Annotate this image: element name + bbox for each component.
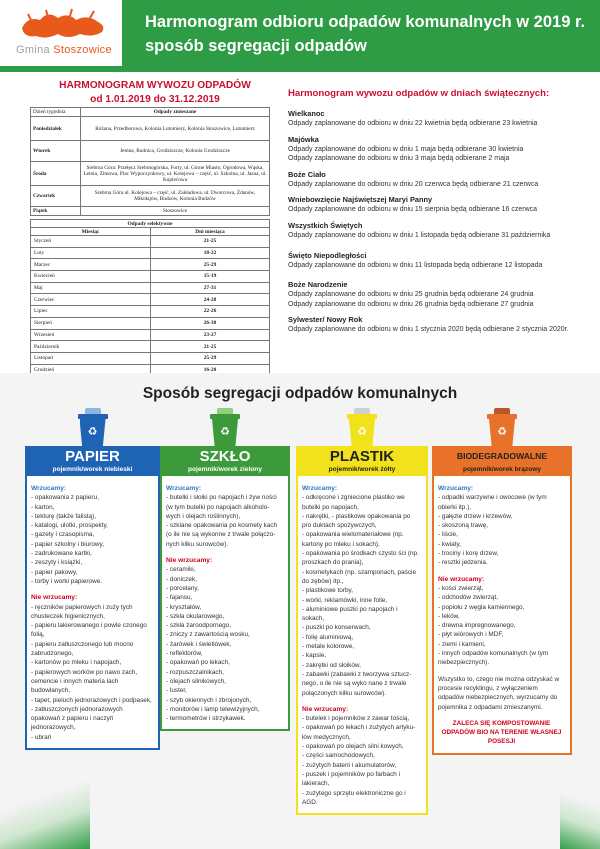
list-item: - szklane opakowania po kosmety kach (o ile nie są wykonne z trwale połączo- nych kilku surowców). — [166, 522, 278, 548]
list-item: - opakowań po olejach silni kowych, — [302, 743, 404, 751]
rejected-label: Nie wrzucamy: — [438, 575, 485, 583]
rejected-label: Nie wrzucamy: — [31, 594, 78, 602]
list-item: - zadrukowane kartki, — [31, 550, 92, 558]
list-item: - leków, — [438, 612, 460, 620]
table-row: Maj 27-31 — [31, 282, 270, 294]
title-line-1: Harmonogram odbioru odpadów komunalnych w 2019 r. — [145, 13, 586, 31]
list-item: - reflektorów, — [166, 650, 203, 658]
list-item: - ubrań — [31, 733, 52, 741]
list-item: - gazety i czasopisma, — [31, 531, 95, 539]
list-item: - odchodów zwierząt, — [438, 594, 499, 602]
list-item: - puszek i pojemników po farbach i lakierach, — [302, 770, 401, 788]
list-item: - żarówek i świetlówek, — [166, 640, 232, 648]
list-item: - szkła żaroodpornego, — [166, 622, 232, 630]
list-item: - doniczek, — [166, 575, 197, 583]
extra-note: Wszystko to, czego nie można odzyskać w procesie recyklingu, z wyłączeniem odpadów niebezpiecznych, wyrzucamy do pojemnika z odpadami zmieszanymi. — [438, 675, 560, 711]
holiday-text: Odpady zaplanowane do odbioru w dniu 22 kwietnia będą odbierane 23 kwietnia — [288, 120, 538, 127]
list-item: - ceramiki, — [166, 566, 196, 574]
list-item: - płyt wiórowych i MDF, — [438, 631, 504, 639]
accepted-label: Wrzucamy: — [302, 485, 338, 492]
list-item: - papieru lakierowanego i powle czonego folią, — [31, 622, 147, 639]
holiday-text: Odpady zaplanowane do odbioru w dniu 15 sierpnia będą odbierane 16 czerwca — [288, 206, 538, 214]
list-item: - zużytych baterii i akumulatorów, — [302, 761, 397, 769]
list-item: - opakowań po lekach i zużytych artyku- łów medycznych, — [302, 724, 416, 741]
list-item: - porcelany, — [166, 584, 199, 592]
logo-map-icon — [18, 8, 108, 42]
holiday-name: Wielkanoc — [288, 109, 325, 118]
list-item: - skoszoną trawę, — [438, 522, 489, 530]
list-item: - tekturę (także falistą), — [31, 512, 96, 520]
compost-note: ZALECA SIĘ KOMPOSTOWANIE ODPADÓW BIO NA TERENIE WŁASNEJ POSESJI — [441, 719, 562, 746]
list-item: - kości zwierząt, — [438, 584, 484, 592]
table-row: Czwartek Srebrna Góra ul. Kolejowa – część, ul. Zakładowa, ul. Dworcowa, Żdanów, Mikołajów, Budzów, Kolonia Budzów — [31, 186, 270, 207]
table-row: Piątek Stoszowice — [31, 207, 270, 216]
holiday-name: Wszystkich Świętych — [288, 220, 363, 230]
holiday-text: Odpady zaplanowane do odbioru w dniu 1 listopada będą odbierane 31 października — [288, 231, 551, 239]
table-row: Grudzień 16-20 — [31, 364, 270, 376]
list-item: - zakrętki od słoików, — [302, 661, 361, 669]
list-item: - innych odpadów komunalnych (w tym niebezpiecznych). — [438, 650, 549, 667]
holiday-text: Odpady zaplanowane do odbioru w dniu 11 listopada będą odbierane 12 listopada — [288, 261, 543, 269]
list-item: - metale kolorowe, — [302, 643, 355, 651]
papier-list — [25, 476, 160, 750]
list-item: - drewna impregnowanego, — [438, 622, 516, 630]
list-item: - zatłuszczonych jednorazowych opakowań z papieru i naczyń jednorazowych, — [31, 705, 123, 732]
list-item: - ziemi i kamieni, — [438, 640, 486, 648]
list-item: - szyb okiennych i zbrojonych, — [166, 696, 252, 704]
holiday-text: Odpady zaplanowane do odbioru w dniu 25 grudnia będą odbierane 24 grudnia Odpady zaplanowane do odbioru w dniu 26 grudnia będą odbierane 27 grudnia — [288, 291, 534, 308]
list-item: - ręczników papierowych i zuży tych chusteczek higienicznych, — [31, 603, 133, 620]
holiday-schedule — [288, 88, 588, 341]
holiday-item — [288, 280, 588, 309]
list-item: - butelek i pojemników z zawar tością, — [302, 715, 410, 723]
list-item: - papierowych worków po nawo zach, cemencie i innych materia łach budowlanych, — [31, 668, 138, 695]
list-item: - plastikowe torby, — [302, 587, 354, 595]
holiday-name: Święto Niepodległości — [288, 250, 367, 260]
list-item: - trociny i korę drzew, — [438, 550, 499, 558]
table-row: Marzec 25-29 — [31, 259, 270, 271]
list-item: - zużytego sprzętu elektroniczne go i AGD. — [302, 789, 406, 806]
plastik-list — [296, 476, 428, 815]
mixed-waste-table — [30, 107, 270, 216]
list-item: - papier pakowy, — [31, 568, 78, 576]
logo-text: Gmina Stoszowice — [16, 44, 112, 56]
list-item: - opakowania po środkach czysto ści (np. proszkach do prania), — [302, 550, 419, 567]
list-item: - kryształów, — [166, 603, 202, 611]
bio-list — [432, 476, 572, 755]
table-row: Luty 18-22 — [31, 247, 270, 259]
list-item: - opakowania wielomateriałowe (np. kartony po mleku i sokach), — [302, 531, 404, 548]
decorative-corner — [0, 780, 90, 849]
table-row: Środa Srebrna Góra: Przełęcz Srebrnogórska, Forty, ul. Górne Miasto, Ogrodowa, Wąska, Letnia, Zimowa, Plac Wypoczynkowy, ul. Kolejowa – część, ul. Szkolna, ul. Jasna, ul. Kupiećowa — [31, 162, 270, 186]
column-plastik — [296, 446, 428, 815]
table-row: Wtorek Jemna, Rudnica, Grodziszcze, Kolonia Grodziszcze — [31, 141, 270, 162]
list-item: - odkręcone i zgniecione plastiko we butelki po napojach, — [302, 494, 405, 511]
bio-bin-icon: ♻ — [487, 408, 517, 446]
szklo-list — [160, 476, 290, 731]
bio-header: BIODEGRADOWALNE pojemnik/worek brązowy — [432, 446, 572, 476]
table-row: Październik 21-25 — [31, 341, 270, 353]
list-item: - opakowania z papieru, — [31, 494, 99, 502]
list-item: - kosmetykach (np. szamponach, paście do zębów) itp., — [302, 568, 417, 585]
holiday-list — [288, 109, 588, 335]
list-item: - worki, reklamówki, inne folie, — [302, 596, 388, 604]
holiday-name: Boże Narodzenie — [288, 280, 348, 290]
szklo-header: SZKŁO pojemnik/worek zielony — [160, 446, 290, 476]
list-item: - zeszyty i książki, — [31, 559, 83, 567]
list-item: - liście, — [438, 531, 458, 539]
holiday-name: Boże Ciało — [288, 169, 326, 179]
page-title — [145, 10, 595, 58]
list-item: - kapsle, — [302, 652, 327, 660]
list-item: - części samochodowych, — [302, 752, 375, 760]
accepted-label: Wrzucamy: — [31, 485, 67, 492]
list-item: - rozpuszczalnikach, — [166, 668, 224, 676]
table-row: Wrzesień 23-27 — [31, 329, 270, 341]
table-row: Lipiec 22-26 — [31, 306, 270, 318]
table-header: Dzień tygodnia — [31, 108, 81, 117]
decorative-corner — [560, 780, 600, 849]
holiday-item — [288, 109, 588, 129]
table-row: Poniedziałek Różana, Przedborowa, Kolonia Lutomierz, Kolonia Stoszowice, Lutomierz — [31, 117, 270, 141]
holiday-item — [288, 170, 588, 190]
list-item: - torby i worki papierowe. — [31, 577, 103, 585]
holiday-item — [288, 315, 588, 335]
accepted-label: Wrzucamy: — [438, 485, 474, 492]
list-item: - puszki po konserwach, — [302, 624, 371, 632]
list-item: - katalogi, ulotki, prospekty, — [31, 522, 108, 530]
list-item: - zabawki (zabawki z tworzywa sztucz- nego, o ile nie są wyko nane z trwale połączonych kilku surowców). — [302, 670, 412, 697]
list-item: - monitorów i lamp telewizyjnych, — [166, 705, 260, 713]
column-szklo — [160, 446, 290, 731]
list-item: - kwiaty, — [438, 540, 461, 548]
segregation-title: Sposób segregacji odpadów komunalnych — [142, 385, 458, 402]
table-row: Styczeń 21-25 — [31, 236, 270, 248]
holiday-item — [288, 221, 588, 241]
holiday-item — [288, 251, 588, 271]
accepted-label: Wrzucamy: — [166, 485, 202, 492]
table-header: Odpady zmieszane — [81, 108, 270, 117]
list-item: - resztki jedzenia. — [438, 559, 488, 567]
rejected-label: Nie wrzucamy: — [166, 557, 213, 565]
holiday-title: Harmonogram wywozu odpadów w dniach świątecznych: — [288, 88, 550, 99]
list-item: - fajansu, — [166, 594, 193, 602]
list-item: - karton, — [31, 503, 55, 511]
holiday-item — [288, 135, 588, 164]
list-item: - papier szkolny i biurowy, — [31, 540, 105, 548]
holiday-item — [288, 195, 588, 215]
list-item: - popiołu z węgla kamiennego, — [438, 603, 525, 611]
list-item: - nakrętki, - plastikowe opakowania po pro duktach spożywczych, — [302, 512, 411, 530]
holiday-name: Wniebowzięcie Najświętszej Maryi Panny — [288, 195, 433, 205]
column-bio — [432, 446, 572, 755]
list-item: - odpadki warzywne i owocowe (w tym obierki itp.), — [438, 494, 547, 511]
table-row: Listopad 25-29 — [31, 352, 270, 364]
list-item: - opakowań po lekach, — [166, 659, 230, 667]
holiday-text: Odpady zaplanowane do odbioru w dniu 1 maja będą odbierane 30 kwietnia Odpady zaplanowane do odbioru w dniu 3 maja będą odbierane 2 maja — [288, 145, 524, 163]
holiday-name: Majówka — [288, 134, 319, 144]
list-item: - papieru zatłuszczonego lub mocno zabrudzonego, — [31, 640, 134, 658]
holiday-text: Odpady zaplanowane do odbioru w dniu 1 stycznia 2020 będą odbierane 2 stycznia 2020r. — [288, 326, 569, 334]
table-header: Dni miesiąca — [151, 228, 270, 236]
table-row: Sierpień 26-30 — [31, 317, 270, 329]
rejected-label: Nie wrzucamy: — [302, 705, 349, 713]
title-line-2: sposób segregacji odpadów — [145, 37, 367, 55]
list-item: - termometrów i strzykawek. — [166, 715, 246, 723]
holiday-name: Sylwester/ Nowy Rok — [288, 315, 363, 325]
schedule-title: HARMONOGRAM WYWOZU ODPADÓW od 1.01.2019 do 31.12.2019 — [59, 80, 251, 105]
szklo-bin-icon: ♻ — [210, 408, 240, 446]
logo — [0, 0, 128, 72]
list-item: - tapet, pieluch jednorazowych i podpasek, — [31, 696, 152, 704]
papier-header: PAPIER pojemnik/worek niebieski — [25, 446, 160, 476]
papier-bin-icon: ♻ — [78, 408, 108, 446]
plastik-bin-icon: ♻ — [347, 408, 377, 446]
list-item: - aluminiowe puszki po napojach i sokach, — [302, 605, 398, 623]
column-papier — [25, 446, 160, 750]
list-item: - folię aluminiową, — [302, 633, 354, 641]
list-item: - kartonów po mleku i napojach, — [31, 659, 122, 667]
selective-waste-table — [30, 219, 270, 376]
table-header: Miesiąc — [31, 228, 151, 236]
list-item: - luster, — [166, 687, 187, 695]
table-caption: Odpady selektywne — [31, 220, 270, 228]
plastik-header: PLASTIK pojemnik/worek żółty — [296, 446, 428, 476]
table-row: Czerwiec 24-28 — [31, 294, 270, 306]
list-item: - szkła okularowego, — [166, 612, 225, 620]
list-item: - olejach silnikowych, — [166, 677, 227, 685]
list-item: - butelki i słoiki po napojach i żyw ności (w tym butelki po napojach alkoholo- wych i olejach roślinnych), — [166, 494, 277, 520]
list-item: - gałęzie drzew i krzewów, — [438, 512, 513, 520]
holiday-text: Odpady zaplanowane do odbioru w dniu 20 czerwca będą odbierane 21 czerwca — [288, 180, 539, 188]
list-item: - zniczy z zawartością wosku, — [166, 631, 250, 639]
table-row: Kwiecień 15-19 — [31, 271, 270, 283]
